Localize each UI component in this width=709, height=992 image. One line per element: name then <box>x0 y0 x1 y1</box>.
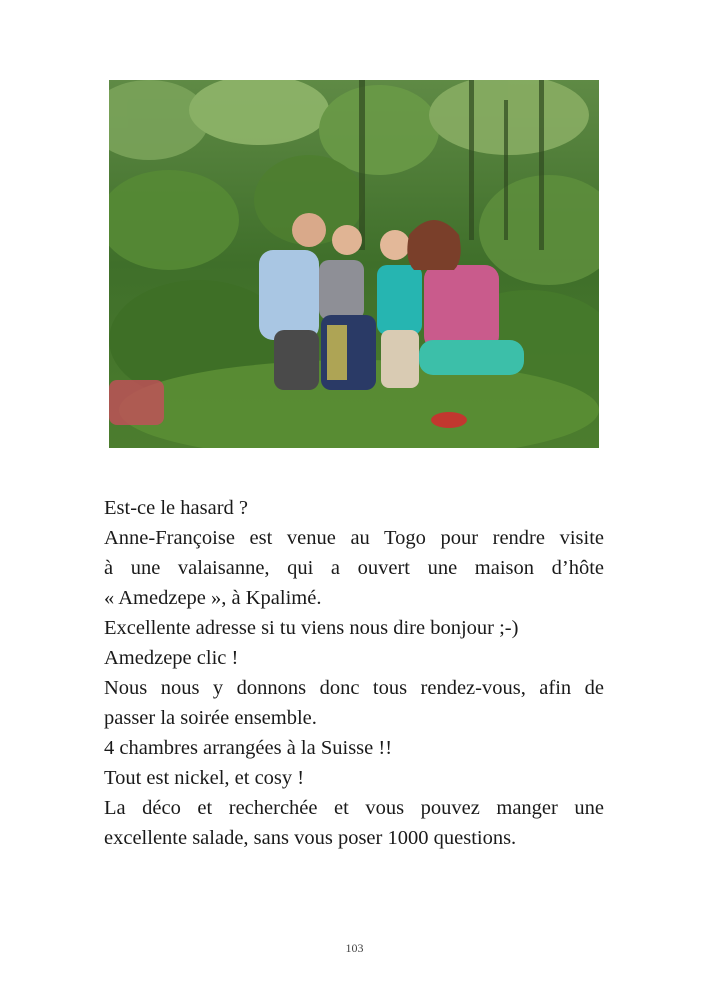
text-line: excellente salade, sans vous poser 1000 questions. <box>104 827 517 849</box>
page-number: 103 <box>345 941 364 955</box>
text-line: Amedzepe clic ! <box>104 647 239 669</box>
text-line: Nous nous y donnons donc tous rendez-vous, afin de <box>104 677 604 699</box>
text-line: Tout est nickel, et cosy ! <box>104 767 305 789</box>
family-photo <box>109 80 599 448</box>
text-line: à une valaisanne, qui a ouvert une maison d’hôte <box>104 557 604 579</box>
body-text <box>104 493 604 853</box>
text-line: Est-ce le hasard ? <box>104 497 248 519</box>
text-line: passer la soirée ensemble. <box>104 707 317 729</box>
text-line: 4 chambres arrangées à la Suisse !! <box>104 737 393 759</box>
text-line: Anne-Françoise est venue au Togo pour rendre visite <box>104 527 604 549</box>
family-in-forest-photo-icon <box>109 80 599 448</box>
text-line: « Amedzepe », à Kpalimé. <box>104 587 322 609</box>
text-line: La déco et recherchée et vous pouvez manger une <box>104 797 604 819</box>
text-line: Excellente adresse si tu viens nous dire bonjour ;-) <box>104 617 519 639</box>
